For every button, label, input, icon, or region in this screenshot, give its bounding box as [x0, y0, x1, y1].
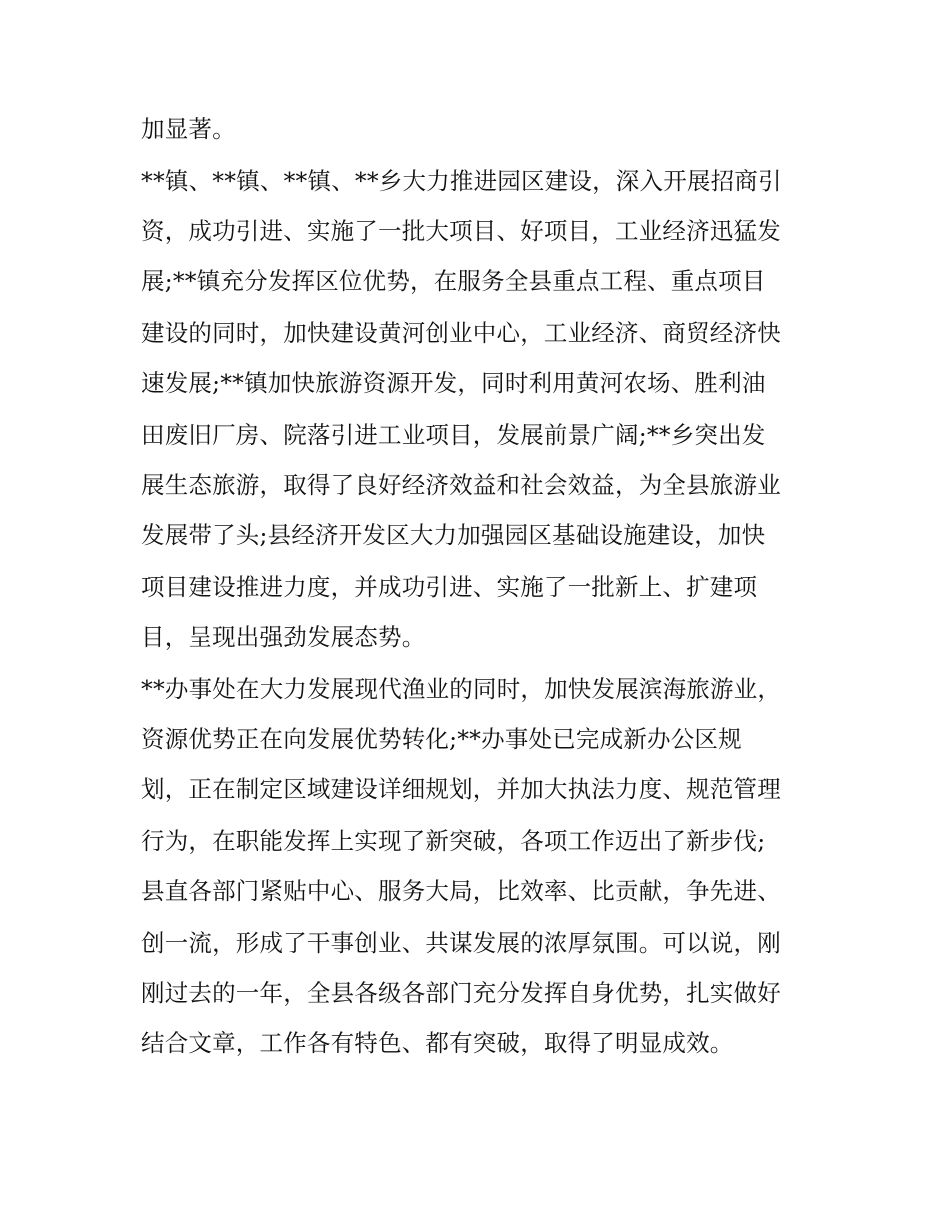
text-line: **办事处在大力发展现代渔业的同时，加快发展滨海旅游业，	[141, 675, 782, 703]
text-line: 项目建设推进力度，并成功引进、实施了一批新上、扩建项	[141, 573, 758, 601]
text-line: 发展带了头;县经济开发区大力加强园区基础设施建设，加快	[141, 521, 766, 549]
text-line: 速发展;**镇加快旅游资源开发，同时利用黄河农场、胜利油	[141, 369, 766, 397]
text-line: 资，成功引进、实施了一批大项目、好项目，工业经济迅猛发	[141, 217, 781, 245]
text-line: 资源优势正在向发展优势转化;**办事处已完成新办公区规	[141, 725, 742, 753]
text-line: 县直各部门紧贴中心、服务大局，比效率、比贡献，争先进、	[141, 877, 781, 905]
text-line: 加显著。	[141, 115, 236, 143]
text-line: 刚过去的一年，全县各级各部门充分发挥自身优势，扎实做好	[141, 979, 781, 1007]
text-line: 创一流，形成了干事创业、共谋发展的浓厚氛围。可以说，刚	[141, 929, 781, 957]
text-line: 田废旧厂房、院落引进工业项目，发展前景广阔;**乡突出发	[141, 421, 766, 449]
text-line: 划，正在制定区域建设详细规划，并加大执法力度、规范管理	[141, 775, 781, 803]
text-line: 目，呈现出强劲发展态势。	[141, 623, 426, 651]
text-line: 展生态旅游，取得了良好经济效益和社会效益，为全县旅游业	[141, 471, 781, 499]
text-line: 结合文章，工作各有特色、都有突破，取得了明显成效。	[141, 1029, 734, 1057]
text-line: 行为，在职能发挥上实现了新突破，各项工作迈出了新步伐;	[141, 827, 766, 855]
text-line: **镇、**镇、**镇、**乡大力推进园区建设，深入开展招商引	[141, 167, 782, 195]
text-line: 展;**镇充分发挥区位优势，在服务全县重点工程、重点项目	[141, 267, 766, 295]
text-line: 建设的同时，加快建设黄河创业中心，工业经济、商贸经济快	[141, 319, 781, 347]
